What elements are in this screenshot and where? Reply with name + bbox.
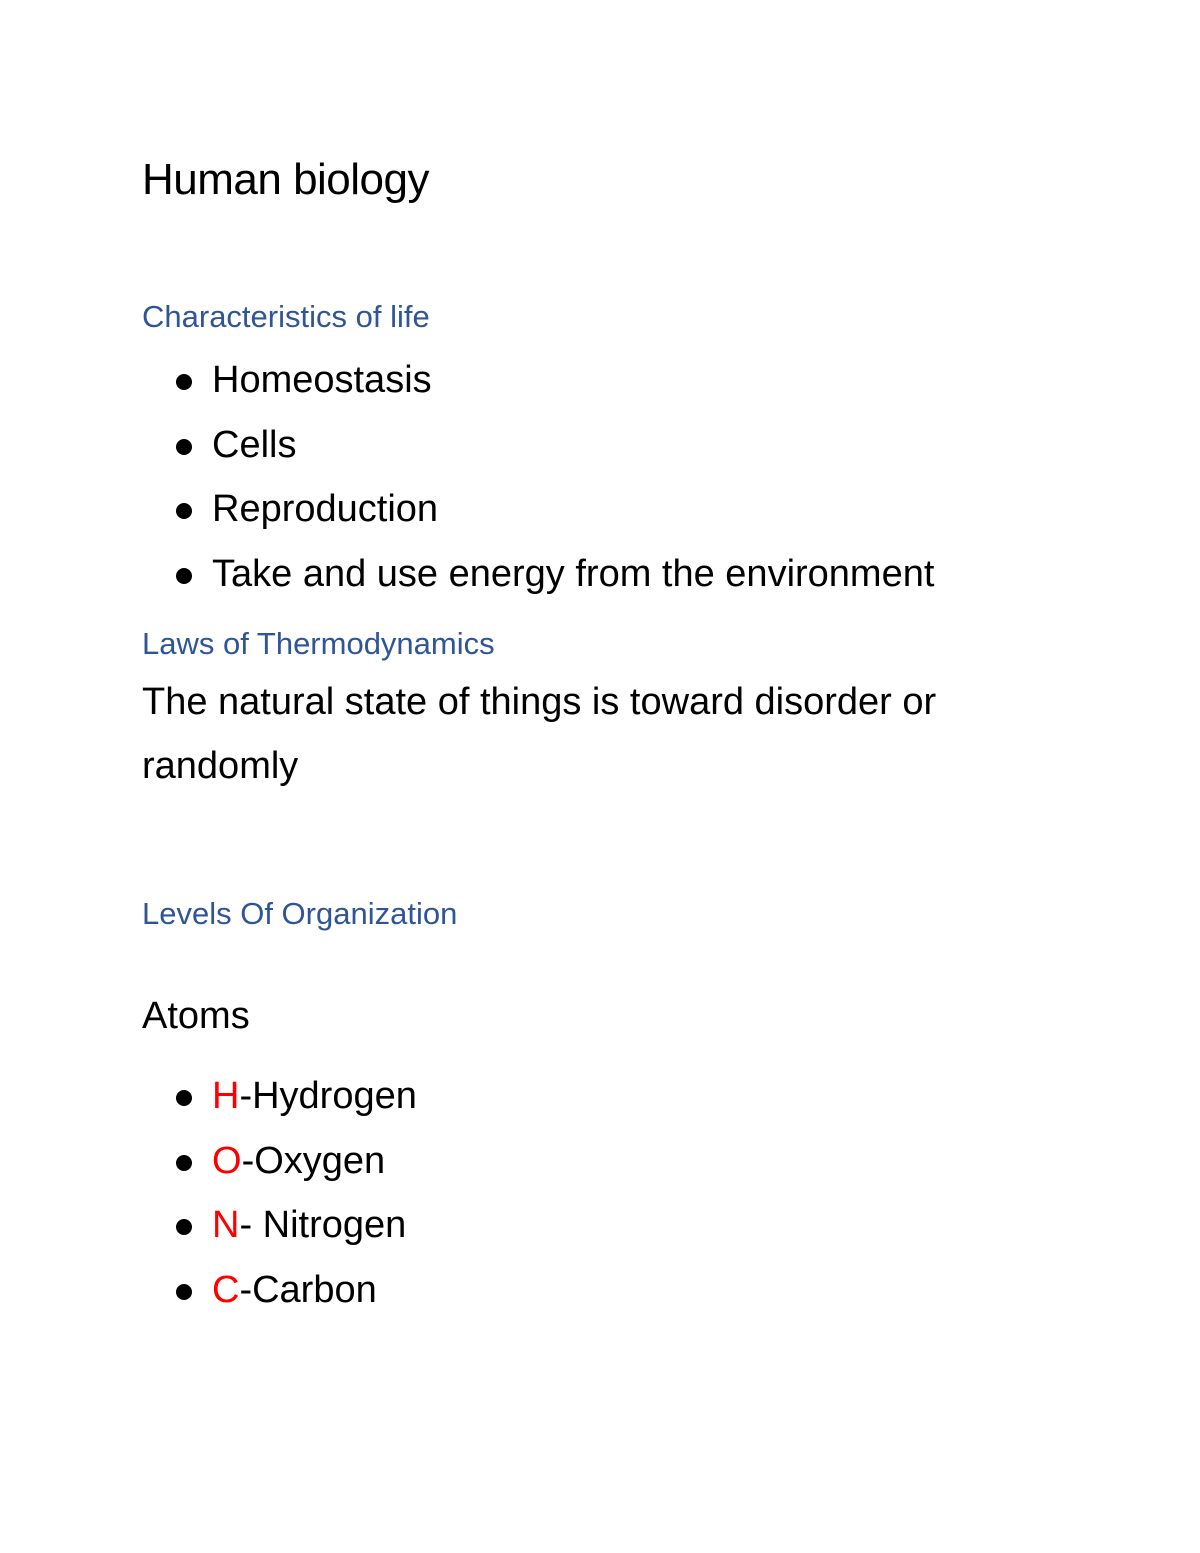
atom-name: -Oxygen [241,1139,386,1182]
atom-symbol: C [212,1268,240,1311]
atom-entry [212,1258,377,1323]
bullet-icon [176,568,192,584]
atom-entry [212,1193,406,1258]
bullet-icon [176,439,192,455]
atom-symbol: N [212,1204,240,1246]
bullet-icon [176,1284,192,1300]
list-item-text: Homeostasis [212,359,432,401]
list-item-text: Take and use energy from the environment [212,552,935,595]
bullet-icon [176,1219,192,1235]
atoms-subheading: Atoms [142,995,250,1037]
document-title: Human biology [142,155,429,204]
paragraph-line: randomly [142,745,299,787]
paragraph-line: The natural state of things is toward disorder or [142,681,937,723]
heading-laws-of-thermodynamics: Laws of Thermodynamics [142,626,495,661]
atom-symbol: H [212,1075,240,1117]
heading-levels-of-organization: Levels Of Organization [142,896,458,931]
atom-name: -Carbon [239,1268,377,1311]
atom-symbol: O [212,1139,242,1182]
atom-name: -Hydrogen [239,1075,417,1117]
bullet-icon [176,374,192,390]
list-item-text: Cells [212,423,297,466]
list-item-text: Reproduction [212,488,439,530]
atom-entry [212,1129,385,1194]
thermodynamics-paragraph [142,670,1102,798]
bullet-icon [176,1155,192,1171]
bullet-icon [176,503,192,519]
atom-name: - Nitrogen [239,1204,407,1246]
heading-characteristics-of-life: Characteristics of life [142,299,430,334]
bullet-icon [176,1090,192,1106]
atom-entry [212,1064,417,1129]
